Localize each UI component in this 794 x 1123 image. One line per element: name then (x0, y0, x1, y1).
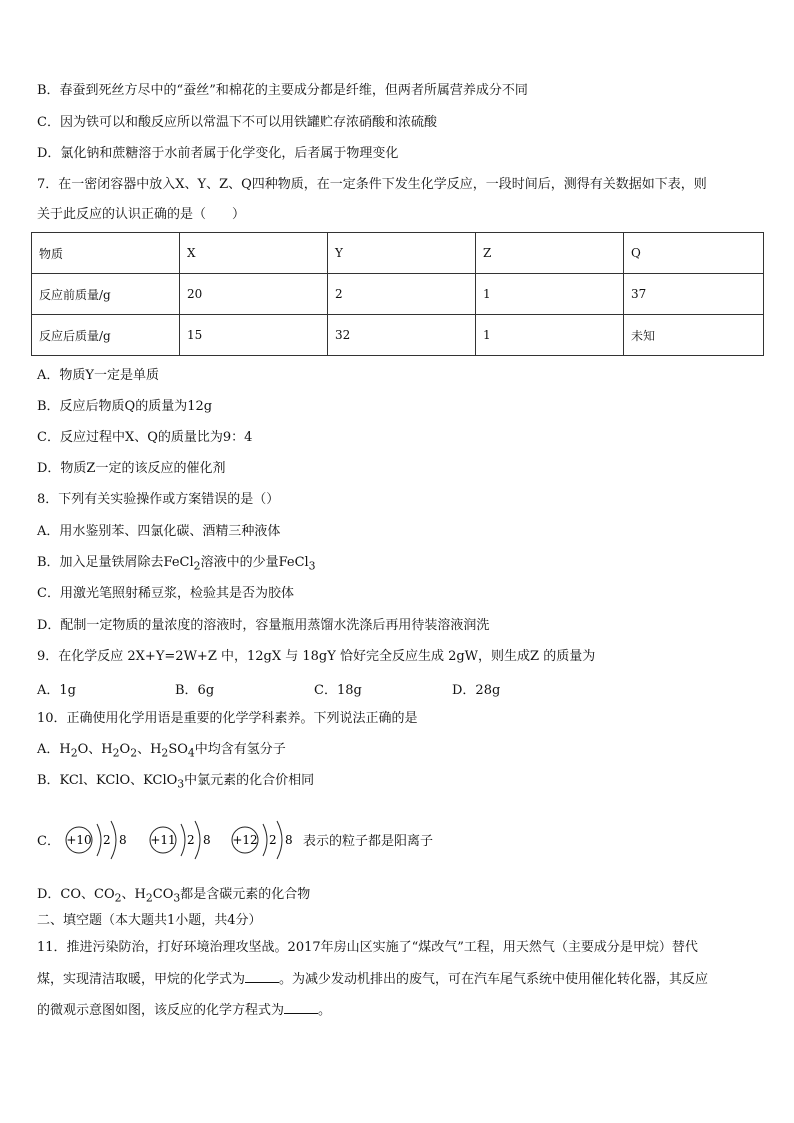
q9-option-a: A．1g (37, 683, 76, 698)
q9-option-b: B．6g (175, 683, 215, 698)
table-cell: 1 (476, 274, 624, 315)
subscript: 2 (145, 891, 153, 905)
q11-text: 的微观示意图如图，该反应的化学方程式为 (37, 1003, 285, 1018)
electron-shell-arc (97, 824, 101, 856)
electron-shell-arc (195, 821, 200, 859)
section-title: 二、填空题（本大题共1小题，共4分） (37, 913, 262, 928)
subscript: 3 (173, 891, 181, 905)
q6-option-d: D．氯化钠和蔗糖溶于水前者属于化学变化，后者属于物理变化 (37, 146, 399, 161)
q10-d-text: 、H (121, 887, 146, 902)
subscript: 4 (187, 746, 195, 760)
atom-diagram-3 (232, 821, 293, 859)
q10-option-b (37, 772, 314, 794)
q10-option-c (37, 816, 537, 864)
shell-electrons: 8 (203, 833, 211, 847)
q9-stem: 9．在化学反应 2X+Y=2W+Z 中，12gX 与 18gY 恰好完全反应生成 2gW，则生成Z 的质量为 (37, 649, 596, 664)
table-header-cell: Y (328, 233, 476, 274)
atom-diagram-1 (66, 821, 127, 859)
subscript: 2 (193, 559, 201, 573)
electron-shell-arc (111, 821, 116, 859)
q9-option-d: D．28g (452, 683, 501, 698)
shell-electrons: 8 (119, 833, 127, 847)
shell-electrons: 2 (269, 833, 277, 847)
q7-option-b: B．反应后物质Q的质量为12g (37, 399, 213, 414)
table-cell: 15 (180, 315, 328, 356)
subscript: 2 (161, 746, 169, 760)
q8-option-c: C．用激光笔照射稀豆浆，检验其是否为胶体 (37, 586, 294, 601)
atom-structure-diagrams (63, 816, 303, 864)
subscript: 2 (112, 746, 120, 760)
table-cell: 2 (328, 274, 476, 315)
answer-blank[interactable] (245, 970, 279, 983)
nucleus-charge: +11 (150, 833, 176, 847)
q11-text: 。为减少发动机排出的废气，可在汽车尾气系统中使用催化转化器，其反应 (279, 972, 709, 987)
q7-data-table (31, 232, 764, 356)
q8-option-b-text: 溶液中的少量FeCl (200, 555, 309, 570)
q11-text: 。 (318, 1003, 332, 1018)
q11-line1: 11．推进污染防治，打好环境治理攻坚战。2017年房山区实施了“煤改气”工程，用天然气（主要成分是甲烷）替代 (37, 940, 698, 955)
subscript: 2 (70, 746, 78, 760)
subscript: 2 (130, 746, 138, 760)
q10-d-text: CO (152, 887, 174, 902)
shell-electrons: 8 (285, 833, 293, 847)
q7-stem-line1: 7．在一密闭容器中放入X、Y、Z、Q四种物质，在一定条件下发生化学反应，一段时间后，测得有关数据如下表，则 (37, 177, 707, 192)
table-header-cell: Q (624, 233, 764, 274)
table-cell: 32 (328, 315, 476, 356)
q8-stem: 8．下列有关实验操作或方案错误的是（） (37, 492, 280, 507)
q10-a-text: 中均含有氢分子 (194, 742, 286, 757)
atom-diagram-2 (150, 821, 211, 859)
q8-option-d: D．配制一定物质的量浓度的溶液时，容量瓶用蒸馏水洗涤后再用待装溶液润洗 (37, 618, 490, 633)
q7-stem-line2: 关于此反应的认识正确的是（ ） (37, 207, 246, 222)
q8-option-b (37, 554, 316, 576)
q10-option-d (37, 886, 310, 908)
q10-d-text: 都是含碳元素的化合物 (180, 887, 311, 902)
table-header-cell: 物质 (32, 233, 180, 274)
electron-shell-arc (277, 821, 282, 859)
table-header-cell: Z (476, 233, 624, 274)
q10-c-tail: 表示的粒子都是阳离子 (303, 834, 434, 849)
q10-stem: 10．正确使用化学用语是重要的化学学科素养。下列说法正确的是 (37, 711, 418, 726)
q10-d-text: D．CO、CO (37, 887, 115, 902)
q11-line3 (37, 1001, 331, 1020)
table-header-row (32, 233, 764, 274)
table-row (32, 315, 764, 356)
q10-c-label: C． (37, 834, 60, 849)
subscript: 2 (114, 891, 122, 905)
q8-option-a: A．用水鉴别苯、四氯化碳、酒精三种液体 (37, 524, 281, 539)
subscript: 3 (308, 559, 316, 573)
table-cell: 20 (180, 274, 328, 315)
nucleus-charge: +12 (232, 833, 258, 847)
q10-b-text: 中氯元素的化合价相同 (184, 773, 315, 788)
electron-shell-arc (263, 824, 267, 856)
q9-option-c: C．18g (314, 683, 362, 698)
shell-electrons: 2 (103, 833, 111, 847)
q9-options (37, 679, 637, 697)
shell-electrons: 2 (187, 833, 195, 847)
q10-b-text: B．KCl、KClO、KClO (37, 773, 178, 788)
q11-line2 (37, 970, 708, 989)
q10-a-text: 、H (137, 742, 162, 757)
q10-a-text: A．H (37, 742, 71, 757)
q10-a-text: O (119, 742, 131, 757)
q11-text: 煤，实现清洁取暖，甲烷的化学式为 (37, 972, 246, 987)
answer-blank[interactable] (284, 1001, 318, 1014)
table-header-cell: X (180, 233, 328, 274)
table-cell: 未知 (624, 315, 764, 356)
q10-a-text: O、H (77, 742, 113, 757)
table-cell: 1 (476, 315, 624, 356)
q6-option-c: C．因为铁可以和酸反应所以常温下不可以用铁罐贮存浓硝酸和浓硫酸 (37, 115, 437, 130)
nucleus-charge: +10 (66, 833, 92, 847)
q8-option-b-text: B．加入足量铁屑除去FeCl (37, 555, 194, 570)
subscript: 3 (177, 777, 185, 791)
table-row (32, 274, 764, 315)
table-cell: 37 (624, 274, 764, 315)
table-cell: 反应前质量/g (32, 274, 180, 315)
electron-shell-arc (181, 824, 185, 856)
q6-option-b: B．春蚕到死丝方尽中的“蚕丝”和棉花的主要成分都是纤维，但两者所属营养成分不同 (37, 83, 528, 98)
table-cell: 反应后质量/g (32, 315, 180, 356)
q7-option-d: D．物质Z一定的该反应的催化剂 (37, 461, 226, 476)
q10-option-a (37, 741, 286, 763)
q7-option-c: C．反应过程中X、Q的质量比为9：4 (37, 430, 253, 445)
q7-option-a: A．物质Y一定是单质 (37, 368, 159, 383)
q10-a-text: SO (168, 742, 188, 757)
